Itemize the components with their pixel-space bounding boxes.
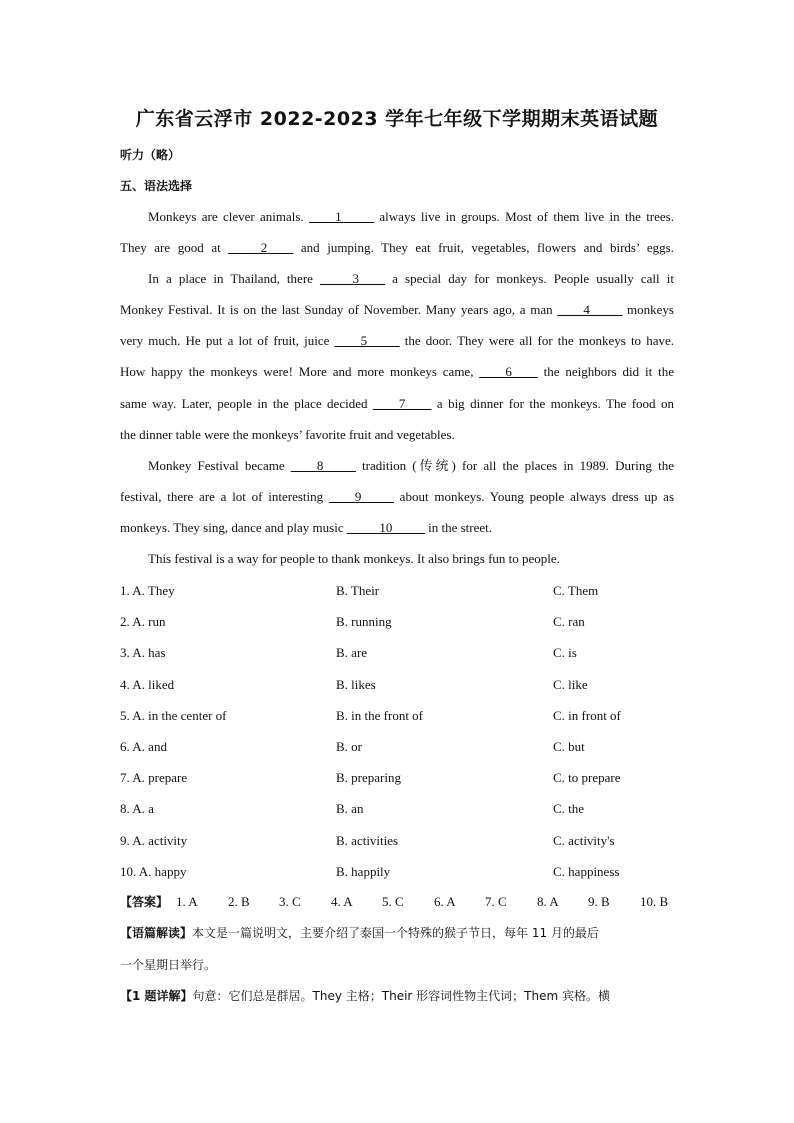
passage-text: and jumping. They eat fruit, vegetables, flowers and birds’ eggs. bbox=[293, 240, 674, 255]
option-8-a: 8. A. a bbox=[120, 801, 154, 817]
option-4-c: C. like bbox=[553, 676, 588, 692]
interpretation-text: 本文是一篇说明文，主要介绍了泰国一个特殊的猴子节日，每年 11 月的最后 bbox=[192, 926, 599, 940]
option-2-b: B. running bbox=[336, 614, 392, 630]
answer-item: 8. A bbox=[537, 894, 559, 909]
passage-text: the neighbors did it the bbox=[537, 364, 674, 379]
interpretation-line-2: 一个星期日举行。 bbox=[120, 958, 217, 972]
option-6-b: B. or bbox=[336, 739, 362, 754]
answer-item: 6. A bbox=[434, 894, 456, 909]
passage-text: Monkey Festival. It is on the last Sunday of November. Many years ago, a man bbox=[120, 302, 558, 317]
option-3-c: C. is bbox=[553, 645, 577, 661]
answer-item: 2. B bbox=[228, 894, 250, 909]
passage-text: Monkey Festival became bbox=[148, 458, 291, 473]
passage-text: festival, there are a lot of interesting bbox=[120, 489, 329, 504]
detail-line bbox=[120, 986, 674, 1006]
passage-text: How happy the monkeys were! More and more monkeys came, bbox=[120, 364, 480, 379]
answer-item: 4. A bbox=[331, 894, 353, 909]
blank-9: ____9_____ bbox=[328, 489, 394, 504]
detail-text: 句意：它们总是群居。They 主格；Their 形容词性物主代词；Them 宾格。横 bbox=[192, 989, 610, 1003]
passage-text: a big dinner for the monkeys. The food on bbox=[431, 396, 674, 411]
passage-line bbox=[120, 394, 674, 414]
passage-text: monkeys bbox=[622, 302, 674, 317]
passage-text: same way. Later, people in the place decided bbox=[120, 396, 373, 411]
option-3-b: B. are bbox=[336, 645, 368, 661]
passage-text: the dinner table were the monkeys’ favorite fruit and vegetables. bbox=[120, 427, 455, 442]
listening-note: 听力（略） bbox=[120, 148, 181, 162]
answer-item: 1. A bbox=[176, 894, 198, 909]
option-10-a: 10. A. happy bbox=[120, 863, 187, 879]
blank-6: ____6____ bbox=[479, 364, 538, 379]
option-4-b: B. likes bbox=[336, 676, 376, 692]
interpretation-label: 【语篇解读】 bbox=[120, 926, 193, 940]
option-9-b: B. activities bbox=[336, 832, 399, 848]
blank-10: _____10_____ bbox=[346, 520, 425, 535]
passage-line: This festival is a way for people to thank monkeys. It also brings fun to people. bbox=[148, 551, 560, 566]
passage-text: monkeys. They sing, dance and play music bbox=[120, 520, 347, 535]
passage-text: very much. He put a lot of fruit, juice bbox=[120, 333, 335, 348]
option-7-b: B. preparing bbox=[336, 770, 401, 786]
passage-line bbox=[120, 300, 674, 320]
section-heading: 五、语法选择 bbox=[120, 179, 193, 193]
option-10-c: C. happiness bbox=[553, 863, 620, 879]
option-9-c: C. activity's bbox=[553, 832, 615, 848]
option-7-a: 7. A. prepare bbox=[120, 770, 188, 786]
passage-line bbox=[120, 425, 674, 445]
option-2-c: C. ran bbox=[553, 614, 585, 630]
passage-text: tradition (传统) for all the places in 1989. During the bbox=[355, 458, 675, 473]
passage-text: They are good at bbox=[120, 240, 229, 255]
passage-line bbox=[120, 238, 674, 258]
option-7-c: C. to prepare bbox=[553, 770, 621, 786]
answer-item: 3. C bbox=[279, 894, 301, 909]
blank-2: _____2____ bbox=[228, 240, 294, 255]
option-6-c: C. but bbox=[553, 739, 585, 754]
option-8-b: B. an bbox=[336, 801, 364, 817]
passage-line bbox=[120, 518, 674, 538]
option-5-a: 5. A. in the center of bbox=[120, 707, 227, 723]
passage-line bbox=[120, 362, 674, 382]
answer-item: 7. C bbox=[485, 894, 507, 909]
option-10-b: B. happily bbox=[336, 863, 391, 879]
option-4-a: 4. A. liked bbox=[120, 676, 175, 692]
passage-text: In a place in Thailand, there bbox=[148, 271, 321, 286]
passage-text: a special day for monkeys. People usually call it bbox=[385, 271, 675, 286]
answer-item: 10. B bbox=[640, 894, 669, 909]
option-6-a: 6. A. and bbox=[120, 739, 167, 754]
passage-line bbox=[120, 487, 674, 507]
answer-item: 5. C bbox=[382, 894, 404, 909]
option-5-b: B. in the front of bbox=[336, 707, 424, 723]
option-9-a: 9. A. activity bbox=[120, 832, 188, 848]
option-2-a: 2. A. run bbox=[120, 614, 166, 630]
blank-3: _____3____ bbox=[320, 271, 386, 286]
option-1-c: C. Them bbox=[553, 583, 599, 598]
passage-text: the door. They were all for the monkeys to have. bbox=[399, 333, 674, 348]
answer-label: 【答案】 bbox=[120, 895, 169, 909]
passage-line bbox=[148, 207, 674, 227]
option-1-b: B. Their bbox=[336, 583, 380, 598]
interpretation-line bbox=[120, 923, 674, 943]
passage-text: about monkeys. Young people always dress up as bbox=[393, 489, 675, 504]
passage-text: always live in groups. Most of them live in the trees. bbox=[374, 209, 674, 224]
option-8-c: C. the bbox=[553, 801, 585, 817]
blank-7: ____7____ bbox=[372, 396, 432, 411]
detail-label: 【1 题详解】 bbox=[120, 989, 193, 1003]
passage-line bbox=[148, 269, 674, 289]
option-3-a: 3. A. has bbox=[120, 645, 166, 661]
option-1-a: 1. A. They bbox=[120, 583, 175, 598]
passage-text: Monkeys are clever animals. bbox=[148, 209, 310, 224]
blank-8: ____8_____ bbox=[290, 458, 356, 473]
answer-item: 9. B bbox=[588, 894, 610, 909]
passage-text: in the street. bbox=[424, 520, 493, 535]
page-title: 广东省云浮市 2022-2023 学年七年级下学期期末英语试题 bbox=[135, 108, 659, 130]
blank-5: ____5_____ bbox=[334, 333, 400, 348]
blank-1: ____1_____ bbox=[309, 209, 375, 224]
passage-line bbox=[148, 456, 674, 476]
blank-4: ____4_____ bbox=[557, 302, 623, 317]
option-5-c: C. in front of bbox=[553, 707, 621, 723]
passage-line bbox=[120, 331, 674, 351]
